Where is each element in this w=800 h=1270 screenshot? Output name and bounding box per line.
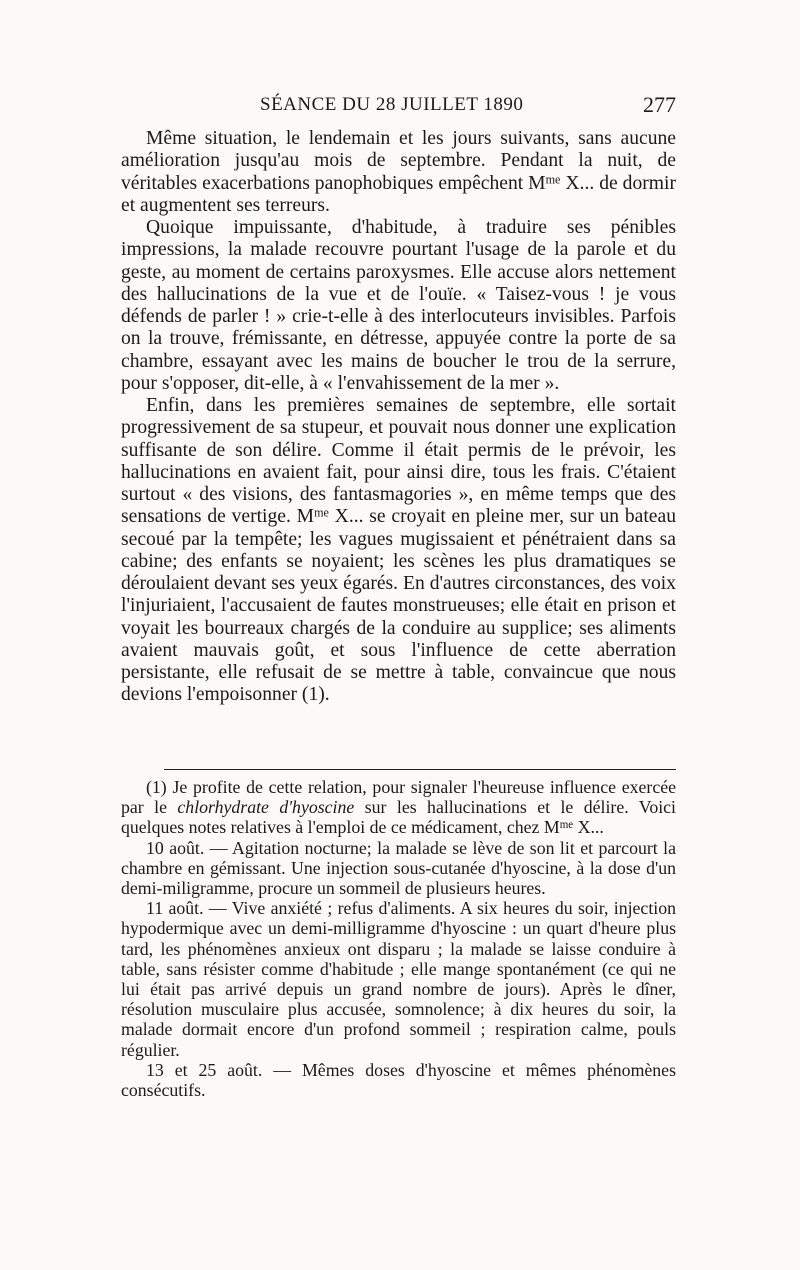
footnote-separator-rule	[164, 769, 676, 770]
paragraph-1-text-b: X... de dormir et augmentent ses terreurs.	[121, 172, 676, 216]
footnote-1-superscript: me	[559, 819, 574, 832]
page-number: 277	[643, 92, 676, 117]
paragraph-3	[121, 395, 676, 707]
footnote-1	[121, 777, 676, 838]
paragraph-3-superscript: me	[314, 505, 329, 520]
footnote-1-text-c: X...	[573, 817, 604, 838]
page-header	[120, 94, 676, 120]
paragraph-3-text-b: X... se croyait en pleine mer, sur un bateau secoué par la tempête; les vagues mugissaient et pénétraient dans sa cabine; des enfants se noyaient; les scènes les plus dramatiques se déroulaient devant ses yeux égarés. En d'autres circonstances, des voix l'injuriaient, l'accusaient de fautes monstrueuses; elle était en prison et voyait les bourreaux chargés de la conduire au supplice; ses aliments avaient mauvais goût, et sous l'influence de cette aberration persistante, elle refusait de se mettre à table, convaincue que nous devions l'empoisonner (1).	[121, 506, 676, 706]
footnote-1-text-b: sur les hallucinations et le délire. Voici quelques notes relatives à l'emploi de ce médicament, chez M	[121, 797, 676, 838]
main-text	[121, 128, 676, 707]
footnote-entry-aug-10: 10 août. — Agitation nocturne; la malade se lève de son lit et parcourt la chambre en gémissant. Une injection sous-cutanée d'hyoscine, à la dose d'un demi-miligramme, procure un sommeil de plusieurs heures.	[121, 837, 676, 899]
footnotes	[121, 777, 676, 1100]
paragraph-1-superscript: me	[545, 172, 561, 187]
footnote-entry-aug-13-25: 13 et 25 août. — Mêmes doses d'hyoscine et mêmes phénomènes consécutifs.	[121, 1059, 676, 1101]
running-head: SÉANCE DU 28 JUILLET 1890	[260, 94, 524, 115]
footnote-entry-aug-11: 11 août. — Vive anxiété ; refus d'aliments. A six heures du soir, injection hypodermique avec un demi-milligramme d'hyoscine : un quart d'heure plus tard, les phénomènes anxieux ont disparu ; la malade se laisse conduire à table, sans résister comme d'habitude ; elle mange spontanément (ce qui ne lui était pas arrivé depuis un grand nombre de jours). Après le dîner, résolution musculaire plus accusée, somnolence; à dix heures du soir, la malade dormait encore d'un profond sommeil ; respiration calme, pouls régulier.	[121, 898, 676, 1060]
paragraph-1	[121, 128, 676, 217]
footnote-1-text-a: (1) Je profite de cette relation, pour signaler l'heureuse influence exercée par le	[121, 777, 676, 818]
paragraph-1-text-a: Même situation, le lendemain et les jours suivants, sans aucune amélioration jusqu'au mois de septembre. Pendant la nuit, de véritables exacerbations panophobiques empêchent M	[121, 128, 676, 194]
paragraph-2: Quoique impuissante, d'habitude, à traduire ses pénibles impressions, la malade recouvre pourtant l'usage de la parole et du geste, au moment de certains paroxysmes. Elle accuse alors nettement des hallucinations de la vue et de l'ouïe. « Taisez-vous ! je vous défends de parler ! » crie-t-elle à des interlocuteurs invisibles. Parfois on la trouve, frémissante, en détresse, appuyée contre la porte de sa chambre, essayant avec les mains de boucher le trou de la serrure, pour s'opposer, dit-elle, à « l'envahissement de la mer ».	[121, 217, 676, 394]
footnote-1-italic: chlorhydrate d'hyoscine	[177, 797, 355, 818]
paragraph-3-text-a: Enfin, dans les premières semaines de septembre, elle sortait progressivement de sa stupeur, et pouvait nous donner une explication suffisante de son délire. Comme il était permis de le prévoir, les hallucinations en avaient fait, pour ainsi dire, tous les frais. C'étaient surtout « des visions, des fantasmagories », en même temps que des sensations de vertige. M	[121, 395, 676, 528]
